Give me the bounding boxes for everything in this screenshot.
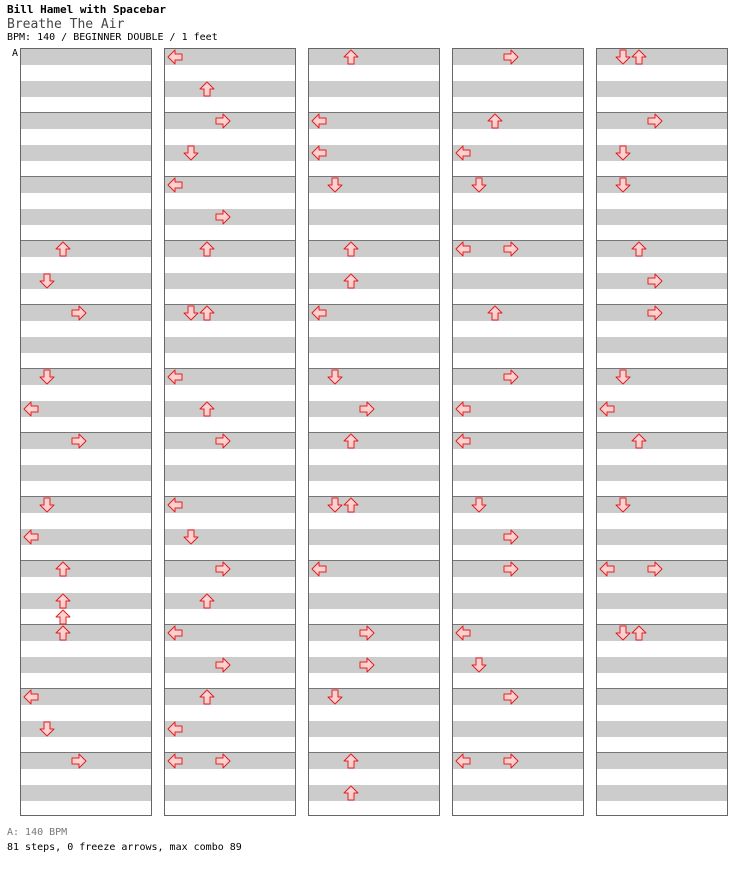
beat-stripe	[21, 625, 151, 641]
arrow-right-icon	[215, 657, 231, 673]
beat-stripe	[21, 465, 151, 481]
arrow-down-icon	[183, 145, 199, 161]
measure-line	[453, 432, 583, 433]
beat-stripe	[21, 49, 151, 65]
beat-stripe	[21, 209, 151, 225]
song-title: Breathe The Air	[7, 17, 125, 32]
beat-stripe	[453, 721, 583, 737]
measure-line	[453, 112, 583, 113]
beat-stripe	[597, 721, 727, 737]
arrow-down-icon	[39, 721, 55, 737]
arrow-left-icon	[311, 113, 327, 129]
arrow-up-icon	[487, 305, 503, 321]
artist-title: Bill Hamel with Spacebar	[7, 3, 166, 16]
beat-stripe	[21, 401, 151, 417]
beat-stripe	[597, 593, 727, 609]
arrow-up-icon	[55, 561, 71, 577]
arrow-left-icon	[167, 177, 183, 193]
arrow-up-icon	[55, 241, 71, 257]
arrow-right-icon	[503, 561, 519, 577]
arrow-right-icon	[503, 369, 519, 385]
arrow-right-icon	[503, 49, 519, 65]
bpm-marker: A	[12, 48, 19, 59]
beat-stripe	[21, 593, 151, 609]
arrow-right-icon	[359, 401, 375, 417]
beat-stripe	[165, 81, 295, 97]
arrow-left-icon	[455, 401, 471, 417]
measure-line	[597, 432, 727, 433]
arrow-down-icon	[471, 177, 487, 193]
beat-stripe	[309, 465, 439, 481]
arrow-down-icon	[327, 177, 343, 193]
arrow-left-icon	[167, 625, 183, 641]
chart-column-1	[20, 48, 152, 816]
beat-stripe	[165, 465, 295, 481]
arrow-left-icon	[167, 753, 183, 769]
arrow-right-icon	[503, 753, 519, 769]
arrow-left-icon	[455, 433, 471, 449]
beat-stripe	[453, 113, 583, 129]
measure-line	[165, 368, 295, 369]
measure-line	[21, 560, 151, 561]
measure-line	[453, 304, 583, 305]
arrow-up-icon	[343, 273, 359, 289]
bpm-legend: A: 140 BPM	[7, 827, 68, 838]
beat-stripe	[165, 49, 295, 65]
measure-line	[21, 112, 151, 113]
arrow-right-icon	[71, 305, 87, 321]
beat-stripe	[165, 337, 295, 353]
arrow-right-icon	[71, 433, 87, 449]
arrow-left-icon	[167, 721, 183, 737]
arrow-down-icon	[39, 273, 55, 289]
arrow-up-icon	[199, 81, 215, 97]
measure-line	[309, 560, 439, 561]
arrow-up-icon	[631, 241, 647, 257]
beat-stripe	[21, 145, 151, 161]
measure-line	[309, 112, 439, 113]
measure-line	[21, 688, 151, 689]
arrow-up-icon	[343, 49, 359, 65]
beat-stripe	[597, 433, 727, 449]
beat-stripe	[309, 785, 439, 801]
arrow-right-icon	[503, 241, 519, 257]
beat-stripe	[21, 337, 151, 353]
arrow-left-icon	[167, 497, 183, 513]
beat-stripe	[165, 241, 295, 257]
beat-stripe	[165, 497, 295, 513]
beat-stripe	[165, 401, 295, 417]
beat-stripe	[309, 305, 439, 321]
arrow-left-icon	[311, 145, 327, 161]
arrow-right-icon	[503, 529, 519, 545]
beat-stripe	[165, 593, 295, 609]
arrow-down-icon	[615, 497, 631, 513]
arrow-down-icon	[615, 49, 631, 65]
arrow-down-icon	[327, 369, 343, 385]
arrow-up-icon	[55, 593, 71, 609]
measure-line	[597, 688, 727, 689]
beat-stripe	[165, 721, 295, 737]
beat-stripe	[309, 273, 439, 289]
chart-column-2	[164, 48, 296, 816]
beat-stripe	[453, 785, 583, 801]
beat-stripe	[21, 785, 151, 801]
arrow-up-icon	[343, 497, 359, 513]
arrow-down-icon	[39, 369, 55, 385]
measure-line	[165, 624, 295, 625]
beat-stripe	[453, 145, 583, 161]
arrow-down-icon	[471, 497, 487, 513]
beat-stripe	[309, 561, 439, 577]
measure-line	[309, 432, 439, 433]
arrow-right-icon	[359, 625, 375, 641]
arrow-right-icon	[215, 433, 231, 449]
arrow-up-icon	[55, 625, 71, 641]
arrow-down-icon	[615, 625, 631, 641]
beat-stripe	[597, 785, 727, 801]
beat-stripe	[21, 113, 151, 129]
arrow-right-icon	[647, 113, 663, 129]
arrow-up-icon	[631, 49, 647, 65]
measure-line	[21, 240, 151, 241]
arrow-left-icon	[455, 753, 471, 769]
arrow-down-icon	[615, 145, 631, 161]
arrow-up-icon	[199, 241, 215, 257]
beat-stripe	[21, 689, 151, 705]
arrow-up-icon	[487, 113, 503, 129]
beat-stripe	[453, 401, 583, 417]
beat-stripe	[597, 81, 727, 97]
arrow-right-icon	[647, 561, 663, 577]
arrow-up-icon	[631, 625, 647, 641]
chart-column-3	[308, 48, 440, 816]
beat-stripe	[309, 209, 439, 225]
arrow-left-icon	[23, 689, 39, 705]
beat-stripe	[309, 113, 439, 129]
arrow-right-icon	[359, 657, 375, 673]
beat-stripe	[309, 721, 439, 737]
arrow-left-icon	[599, 561, 615, 577]
arrow-down-icon	[327, 689, 343, 705]
beat-stripe	[21, 657, 151, 673]
arrow-up-icon	[343, 241, 359, 257]
arrow-left-icon	[23, 529, 39, 545]
arrow-left-icon	[311, 305, 327, 321]
step-stats: 81 steps, 0 freeze arrows, max combo 89	[7, 842, 242, 853]
beat-stripe	[165, 177, 295, 193]
measure-line	[165, 496, 295, 497]
arrow-down-icon	[471, 657, 487, 673]
measure-line	[597, 752, 727, 753]
chart-column-4	[452, 48, 584, 816]
arrow-up-icon	[343, 433, 359, 449]
beat-stripe	[597, 753, 727, 769]
beat-stripe	[309, 529, 439, 545]
arrow-right-icon	[647, 305, 663, 321]
arrow-up-icon	[343, 785, 359, 801]
measure-line	[309, 752, 439, 753]
arrow-right-icon	[215, 561, 231, 577]
beat-stripe	[165, 369, 295, 385]
beat-stripe	[309, 337, 439, 353]
arrow-right-icon	[215, 113, 231, 129]
beat-stripe	[453, 81, 583, 97]
beat-stripe	[453, 273, 583, 289]
measure-line	[21, 624, 151, 625]
arrow-down-icon	[183, 529, 199, 545]
beat-stripe	[165, 689, 295, 705]
arrow-up-icon	[55, 609, 71, 625]
beat-stripe	[309, 753, 439, 769]
arrow-left-icon	[599, 401, 615, 417]
beat-stripe	[453, 305, 583, 321]
arrow-up-icon	[199, 593, 215, 609]
measure-line	[597, 240, 727, 241]
beat-stripe	[21, 81, 151, 97]
beat-stripe	[309, 49, 439, 65]
beat-stripe	[453, 337, 583, 353]
beat-stripe	[165, 273, 295, 289]
arrow-left-icon	[167, 49, 183, 65]
beat-stripe	[597, 465, 727, 481]
beat-stripe	[453, 465, 583, 481]
beat-stripe	[165, 785, 295, 801]
arrow-left-icon	[455, 241, 471, 257]
beat-stripe	[453, 593, 583, 609]
beat-stripe	[21, 177, 151, 193]
arrow-left-icon	[311, 561, 327, 577]
arrow-up-icon	[343, 753, 359, 769]
beat-stripe	[597, 529, 727, 545]
chart-footer	[7, 825, 242, 855]
measure-line	[453, 624, 583, 625]
measure-line	[309, 304, 439, 305]
measure-line	[21, 176, 151, 177]
arrow-down-icon	[615, 369, 631, 385]
chart-header	[7, 3, 218, 44]
beat-stripe	[597, 689, 727, 705]
beat-stripe	[309, 145, 439, 161]
arrow-left-icon	[455, 145, 471, 161]
measure-line	[165, 240, 295, 241]
arrow-right-icon	[71, 753, 87, 769]
arrow-up-icon	[199, 401, 215, 417]
arrow-right-icon	[215, 753, 231, 769]
arrow-up-icon	[631, 433, 647, 449]
arrow-left-icon	[455, 625, 471, 641]
arrow-up-icon	[199, 689, 215, 705]
arrow-right-icon	[503, 689, 519, 705]
arrow-left-icon	[23, 401, 39, 417]
beat-stripe	[309, 241, 439, 257]
arrow-up-icon	[199, 305, 215, 321]
beat-stripe	[21, 561, 151, 577]
beat-stripe	[21, 241, 151, 257]
beat-stripe	[597, 241, 727, 257]
chart-column-5	[596, 48, 728, 816]
beat-stripe	[597, 657, 727, 673]
beat-stripe	[21, 529, 151, 545]
measure-line	[165, 688, 295, 689]
beat-stripe	[597, 401, 727, 417]
beat-stripe	[309, 433, 439, 449]
arrow-down-icon	[183, 305, 199, 321]
beat-stripe	[309, 593, 439, 609]
measure-line	[165, 176, 295, 177]
arrow-right-icon	[647, 273, 663, 289]
chart-info: BPM: 140 / BEGINNER DOUBLE / 1 feet	[7, 32, 218, 43]
arrow-left-icon	[167, 369, 183, 385]
beat-stripe	[453, 433, 583, 449]
beat-stripe	[453, 625, 583, 641]
arrow-down-icon	[327, 497, 343, 513]
arrow-down-icon	[615, 177, 631, 193]
arrow-right-icon	[215, 209, 231, 225]
beat-stripe	[165, 625, 295, 641]
arrow-down-icon	[39, 497, 55, 513]
beat-stripe	[453, 209, 583, 225]
beat-stripe	[309, 81, 439, 97]
beat-stripe	[597, 209, 727, 225]
beat-stripe	[597, 337, 727, 353]
measure-line	[309, 240, 439, 241]
